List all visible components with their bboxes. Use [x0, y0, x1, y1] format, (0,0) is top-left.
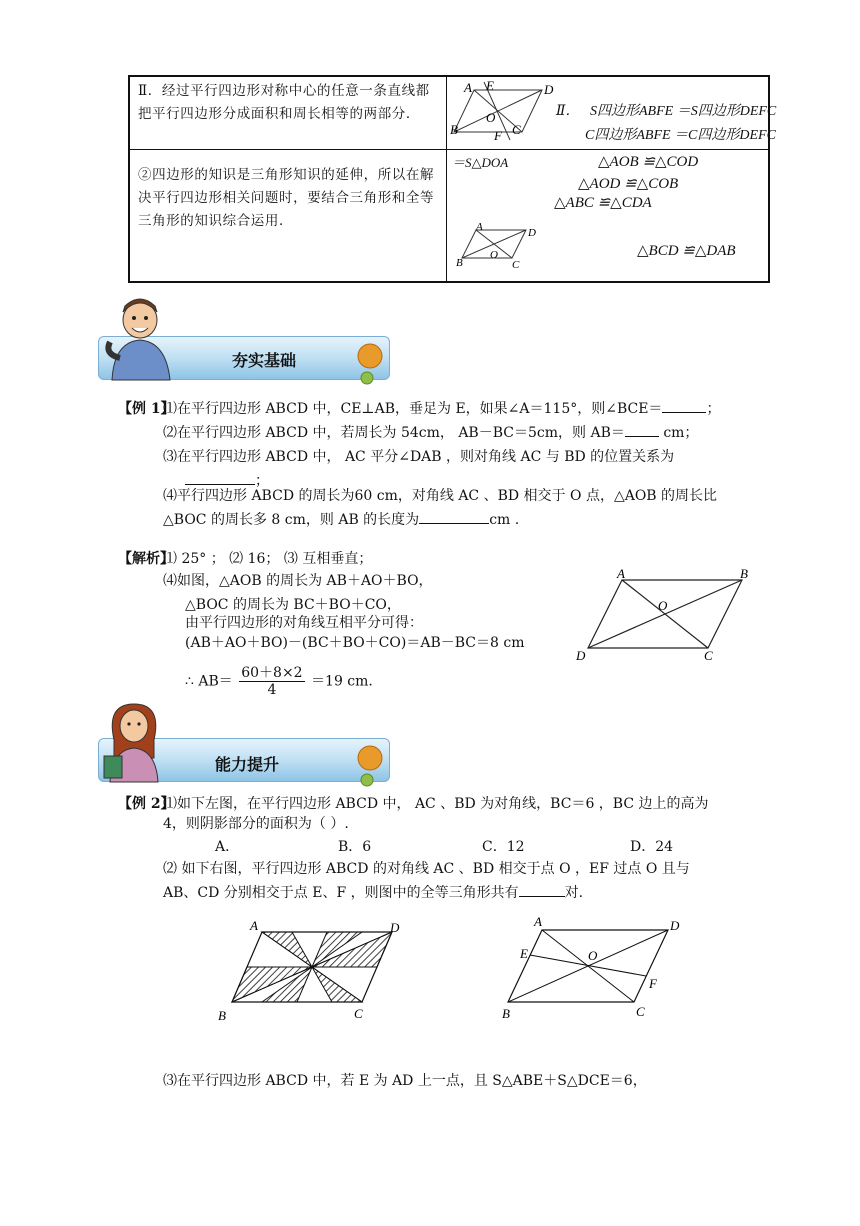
- example2-tag: 【例 2】: [118, 796, 175, 812]
- fraction-denominator: 4: [267, 682, 277, 698]
- label-o: O: [486, 110, 496, 125]
- solution1-line4: 由平行四边形的对角线互相平分可得：: [185, 615, 423, 631]
- table-divider-horizontal: [128, 149, 770, 150]
- row1-formula-area: S四边形ABFE ＝S四边形DEFC: [590, 104, 777, 119]
- label-a: A: [250, 918, 258, 933]
- label-e: E: [486, 78, 494, 93]
- ornament-ball-icon: [352, 738, 388, 788]
- row2-congruence-1: △AOB ≌△COD: [598, 154, 699, 170]
- solution1-line2: ⑷如图，△AOB 的周长为 AB＋AO＋BO，: [163, 573, 433, 589]
- label-a: A: [464, 80, 472, 95]
- label-c: C: [512, 122, 521, 137]
- label-f: F: [649, 976, 657, 991]
- row2-congruence-2: △AOD ≌△COB: [578, 176, 679, 192]
- label-b: B: [502, 1006, 510, 1021]
- label-c: C: [512, 259, 520, 271]
- row1-formula-perimeter: C四边形ABFE ＝C四边形DEFC: [585, 128, 776, 143]
- label-a: A: [476, 221, 483, 233]
- label-c: C: [704, 648, 713, 663]
- label-f: F: [494, 128, 502, 143]
- example2-q1: ⑴如下左图，在平行四边形 ABCD 中， AC 、BD 为对角线，BC＝6 ，BC 边上的高为: [163, 796, 709, 812]
- label-a: A: [534, 914, 542, 929]
- label-b: B: [450, 122, 458, 137]
- shaded-parallelogram-figure: [212, 914, 412, 1026]
- section-title-basics: 夯实基础: [232, 351, 297, 370]
- label-b: B: [218, 1008, 226, 1023]
- row2-area-note: ＝S△DOA: [452, 155, 509, 170]
- teacher-male-icon: [100, 298, 184, 382]
- table-divider-vertical: [446, 75, 447, 283]
- table-row2-text: ②四边形的知识是三角形知识的延伸，所以在解决平行四边形相关问题时，要结合三角形和全等三角形的知识综合运用．: [138, 167, 435, 229]
- ornament-ball-icon: [352, 336, 388, 386]
- label-b: B: [456, 257, 463, 269]
- option-b: B．6: [338, 839, 372, 855]
- example1-tag: 【例 1】: [118, 401, 175, 417]
- example1-q4-cont: △BOC 的周长多 8 cm，则 AB 的长度为 cm .: [163, 507, 519, 533]
- example2-q2: ⑵ 如下右图，平行四边形 ABCD 的对角线 AC 、BD 相交于点 O ，EF 过点 O 且与: [163, 861, 690, 877]
- label-a: A: [617, 566, 625, 581]
- example1-q3-answer: ；: [185, 468, 269, 494]
- example2-q2-cont: AB、CD 分别相交于点 E、F ，则图中的全等三角形共有 对.: [163, 880, 583, 906]
- label-c: C: [636, 1004, 645, 1019]
- label-c: C: [354, 1006, 363, 1021]
- solution1-line5: (AB＋AO＋BO)－(BC＋BO＋CO)＝AB－BC＝8 cm: [185, 635, 525, 651]
- label-d: D: [390, 920, 400, 935]
- example2-q3: ⑶在平行四边形 ABCD 中，若 E 为 AD 上一点，且 S△ABE＋S△DCE＝6，: [163, 1073, 647, 1089]
- example1-q4: ⑷平行四边形 ABCD 的周长为60 cm，对角线 AC 、BD 相交于 O 点，△AOB 的周长比: [163, 488, 718, 504]
- example1-q1: ⑴在平行四边形 ABCD 中，CE⊥AB，垂足为 E，如果∠A＝115°，则∠BCE＝ ；: [163, 396, 720, 422]
- row2-parallelogram-figure: [456, 222, 538, 272]
- label-b: B: [740, 566, 748, 581]
- fraction-numerator: 60＋8×2: [241, 665, 303, 681]
- option-a: A．: [215, 839, 240, 855]
- table-row1-text: Ⅱ．经过平行四边形对称中心的任意一条直线都把平行四边形分成面积和周长相等的两部分．: [138, 83, 430, 122]
- example2-q1-cont: 4，则阴影部分的面积为（ ）.: [163, 816, 349, 832]
- section-title-advanced: 能力提升: [215, 755, 280, 774]
- label-o: O: [658, 598, 668, 613]
- label-d: D: [528, 227, 536, 239]
- teacher-female-icon: [100, 700, 170, 784]
- solution1-line3: △BOC 的周长为 BC＋BO＋CO，: [185, 597, 401, 613]
- option-d: D．24: [630, 839, 674, 855]
- solution-parallelogram-figure: [572, 566, 758, 664]
- label-e: E: [520, 946, 528, 961]
- row1-formula-prefix: Ⅱ．: [556, 104, 580, 119]
- row2-congruence-4: △BCD ≌△DAB: [637, 243, 736, 259]
- efo-parallelogram-figure: [496, 910, 690, 1026]
- row1-parallelogram-figure: [450, 78, 554, 144]
- solution1-line1: ⑴ 25° ； ⑵ 16； ⑶ 互相垂直；: [163, 551, 373, 567]
- row2-congruence-3: △ABC ≌△CDA: [554, 195, 652, 211]
- example1-q2: ⑵在平行四边形 ABCD 中，若周长为 54cm， AB－BC＝5cm，则 AB＝ cm；: [163, 420, 698, 446]
- label-d: D: [576, 648, 586, 663]
- label-o: O: [588, 948, 598, 963]
- label-d: D: [670, 918, 680, 933]
- example1-q3: ⑶在平行四边形 ABCD 中， AC 平分∠DAB ，则对角线 AC 与 BD 的位置关系为: [163, 449, 675, 465]
- label-d: D: [544, 82, 554, 97]
- solution1-tag: 【解析】: [118, 551, 174, 567]
- solution1-line6: ∴ AB＝ $\frac{60+8\times 2}{4}$ ＝19 cm.: [185, 665, 373, 698]
- label-o: O: [490, 249, 498, 261]
- option-c: C．12: [482, 839, 525, 855]
